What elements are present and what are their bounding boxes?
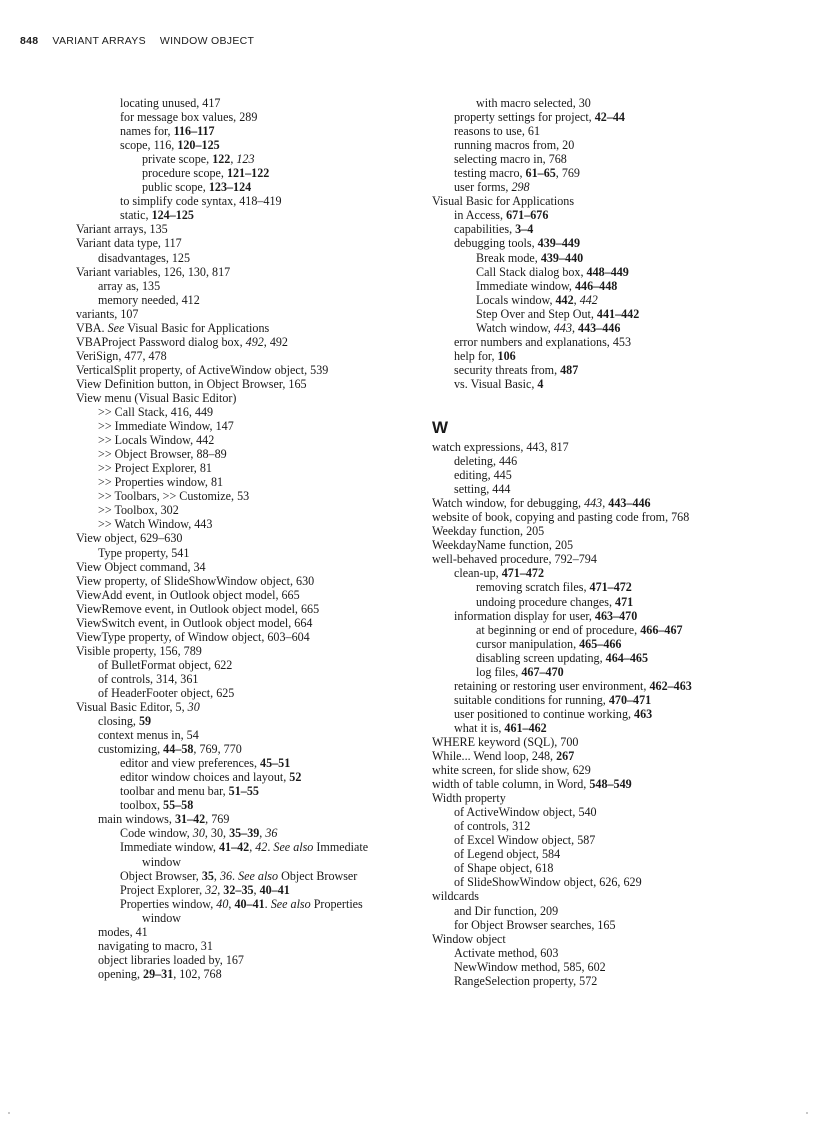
index-subentry: of Excel Window object, 587: [454, 833, 596, 848]
index-subentry: information display for user, 463–470: [454, 608, 638, 623]
index-entry: ViewRemove event, in Outlook object model, 665: [76, 601, 320, 616]
index-subentry: customizing, 44–58, 769, 770: [98, 742, 242, 757]
index-subentry: editor window choices and layout, 52: [120, 770, 302, 785]
index-subentry: >> Watch Window, 443: [98, 517, 213, 532]
index-entry: Variant arrays, 135: [76, 222, 168, 237]
index-subentry: toolbox, 55–58: [120, 798, 194, 813]
index-subentry: Step Over and Step Out, 441–442: [476, 306, 640, 321]
index-entry: white screen, for slide show, 629: [432, 763, 591, 778]
index-subentry: Properties window, 40, 40–41. See also Properties: [120, 896, 363, 911]
index-subentry: and Dir function, 209: [454, 903, 559, 918]
index-entry: View Object command, 34: [76, 559, 206, 574]
page-number: 848: [20, 35, 39, 47]
index-entry: VBAProject Password dialog box, 492, 492: [76, 334, 288, 349]
index-subentry: closing, 59: [98, 714, 152, 729]
index-subentry: Call Stack dialog box, 448–449: [476, 264, 629, 279]
index-subentry: >> Properties window, 81: [98, 475, 224, 490]
index-subentry: >> Toolbox, 302: [98, 503, 179, 518]
index-subentry: with macro selected, 30: [476, 96, 591, 110]
index-subentry: >> Call Stack, 416, 449: [98, 405, 214, 420]
index-subentry: Code window, 30, 30, 35–39, 36: [120, 826, 278, 841]
index-subentry: testing macro, 61–65, 769: [454, 166, 580, 181]
index-subentry: what it is, 461–462: [454, 720, 547, 735]
index-entry: watch expressions, 443, 817: [432, 439, 569, 454]
index-entry: ViewAdd event, in Outlook object model, 665: [76, 587, 300, 602]
index-entry: Visual Basic Editor, 5, 30: [76, 700, 200, 715]
index-subentry: of controls, 314, 361: [98, 671, 199, 686]
index-entry: width of table column, in Word, 548–549: [432, 777, 632, 792]
index-subentry: of SlideShowWindow object, 626, 629: [454, 875, 642, 890]
index-subentry: reasons to use, 61: [454, 124, 540, 139]
index-subentry: editor and view preferences, 45–51: [120, 756, 291, 771]
index-subentry: help for, 106: [454, 348, 516, 363]
index-entry: wildcards: [432, 889, 480, 904]
index-subentry: user forms, 298: [454, 180, 530, 195]
index-subentry: public scope, 123–124: [142, 180, 252, 195]
index-entry: Variant data type, 117: [76, 236, 182, 251]
index-entry-continuation: window: [142, 854, 181, 869]
index-subentry: locating unused, 417: [120, 96, 221, 110]
index-subentry: procedure scope, 121–122: [142, 166, 270, 181]
index-entry: Window object: [432, 931, 506, 946]
index-entry: VeriSign, 477, 478: [76, 348, 167, 363]
index-subentry: private scope, 122, 123: [142, 152, 255, 167]
index-subentry: Locals window, 442, 442: [476, 292, 598, 307]
index-subentry: >> Immediate Window, 147: [98, 419, 234, 434]
index-subentry: Activate method, 603: [454, 945, 559, 960]
index-subentry: selecting macro in, 768: [454, 152, 567, 167]
index-entry: variants, 107: [76, 306, 139, 321]
index-subentry: debugging tools, 439–449: [454, 236, 580, 251]
index-subentry: object libraries loaded by, 167: [98, 952, 244, 967]
index-entry: WHERE keyword (SQL), 700: [432, 734, 579, 749]
index-subentry: undoing procedure changes, 471: [476, 594, 634, 609]
index-entry: VerticalSplit property, of ActiveWindow object, 539: [76, 362, 329, 377]
index-entry-continuation: window: [142, 910, 181, 925]
index-subentry: >> Locals Window, 442: [98, 433, 215, 448]
index-entry: WeekdayName function, 205: [432, 538, 574, 553]
index-entry: Width property: [432, 791, 506, 806]
index-subentry: clean-up, 471–472: [454, 566, 545, 581]
index-subentry: property settings for project, 42–44: [454, 110, 625, 125]
index-entry: Weekday function, 205: [432, 524, 545, 539]
index-subentry: >> Project Explorer, 81: [98, 461, 212, 476]
index-subentry: Watch window, 443, 443–446: [476, 320, 621, 335]
index-entry: View object, 629–630: [76, 531, 183, 546]
index-subentry: RangeSelection property, 572: [454, 973, 598, 988]
index-subentry: of BulletFormat object, 622: [98, 657, 233, 672]
index-subentry: disabling screen updating, 464–465: [476, 650, 648, 665]
index-subentry: user positioned to continue working, 463: [454, 706, 653, 721]
index-subentry: at beginning or end of procedure, 466–467: [476, 622, 683, 637]
index-subentry: >> Toolbars, >> Customize, 53: [98, 489, 250, 504]
index-subentry: deleting, 446: [454, 454, 518, 469]
index-subentry: editing, 445: [454, 468, 512, 483]
index-subentry: security threats from, 487: [454, 362, 579, 377]
index-subentry: for message box values, 289: [120, 110, 258, 125]
index-entry: ViewType property, of Window object, 603–604: [76, 629, 310, 644]
index-subentry: Object Browser, 35, 36. See also Object Browser: [120, 868, 358, 883]
index-entry: ViewSwitch event, in Outlook object model, 664: [76, 615, 313, 630]
index-subentry: of ActiveWindow object, 540: [454, 805, 597, 820]
index-subentry: capabilities, 3–4: [454, 222, 534, 237]
index-subentry: of Shape object, 618: [454, 861, 554, 876]
index-entry: Watch window, for debugging, 443, 443–446: [432, 496, 651, 511]
index-subentry: Project Explorer, 32, 32–35, 40–41: [120, 882, 290, 897]
index-subentry: navigating to macro, 31: [98, 938, 213, 953]
index-entry: Variant variables, 126, 130, 817: [76, 264, 231, 279]
index-subentry: Type property, 541: [98, 545, 190, 560]
index-subentry: modes, 41: [98, 924, 148, 939]
index-subentry: to simplify code syntax, 418–419: [120, 194, 282, 209]
index-subentry: cursor manipulation, 465–466: [476, 636, 622, 651]
index-subentry: retaining or restoring user environment, 462–463: [454, 678, 692, 693]
index-subentry: suitable conditions for running, 470–471: [454, 692, 652, 707]
index-entry: VBA. See Visual Basic for Applications: [76, 320, 270, 335]
index-subentry: setting, 444: [454, 482, 511, 497]
index-subentry: for Object Browser searches, 165: [454, 917, 616, 932]
scan-speck: [806, 1112, 808, 1114]
index-subentry: array as, 135: [98, 278, 161, 293]
header-last-entry: WINDOW OBJECT: [159, 35, 255, 47]
index-subentry: running macros from, 20: [454, 138, 575, 153]
index-entry: View Definition button, in Object Browser, 165: [76, 376, 307, 391]
index-subentry: scope, 116, 120–125: [120, 138, 220, 153]
index-subentry: toolbar and menu bar, 51–55: [120, 784, 259, 799]
index-subentry: vs. Visual Basic, 4: [454, 376, 544, 391]
index-subentry: disadvantages, 125: [98, 250, 191, 265]
index-subentry: Immediate window, 446–448: [476, 278, 618, 293]
index-letter-heading: W: [432, 417, 449, 437]
index-entry: View property, of SlideShowWindow object, 630: [76, 573, 315, 588]
index-subentry: of controls, 312: [454, 819, 531, 834]
index-subentry: memory needed, 412: [98, 292, 200, 307]
index-subentry: in Access, 671–676: [454, 208, 549, 223]
index-column-left: [76, 96, 406, 981]
index-entry: Visible property, 156, 789: [76, 643, 202, 658]
index-subentry: main windows, 31–42, 769: [98, 812, 230, 827]
index-entry: website of book, copying and pasting code from, 768: [432, 510, 690, 525]
index-subentry: NewWindow method, 585, 602: [454, 959, 606, 974]
index-entry: While... Wend loop, 248, 267: [432, 749, 575, 764]
index-subentry: error numbers and explanations, 453: [454, 334, 631, 349]
header-first-entry: VARIANT ARRAYS: [52, 35, 146, 47]
index-subentry: context menus in, 54: [98, 728, 199, 743]
index-entry: well-behaved procedure, 792–794: [432, 552, 597, 567]
index-entry: View menu (Visual Basic Editor): [76, 390, 237, 405]
index-subentry: log files, 467–470: [476, 664, 564, 679]
index-subentry: Break mode, 439–440: [476, 250, 584, 265]
index-subentry: >> Object Browser, 88–89: [98, 447, 227, 462]
index-subentry: Immediate window, 41–42, 42. See also Immediate: [120, 840, 369, 855]
index-subentry: of Legend object, 584: [454, 847, 561, 862]
scan-speck: [8, 1112, 10, 1114]
index-column-right: [432, 96, 772, 988]
index-subentry: removing scratch files, 471–472: [476, 580, 632, 595]
index-subentry: static, 124–125: [120, 208, 194, 223]
index-subentry: names for, 116–117: [120, 124, 215, 139]
index-subentry: of HeaderFooter object, 625: [98, 685, 235, 700]
running-header: [20, 33, 268, 49]
index-entry: Visual Basic for Applications: [432, 194, 575, 209]
index-subentry: opening, 29–31, 102, 768: [98, 966, 222, 981]
